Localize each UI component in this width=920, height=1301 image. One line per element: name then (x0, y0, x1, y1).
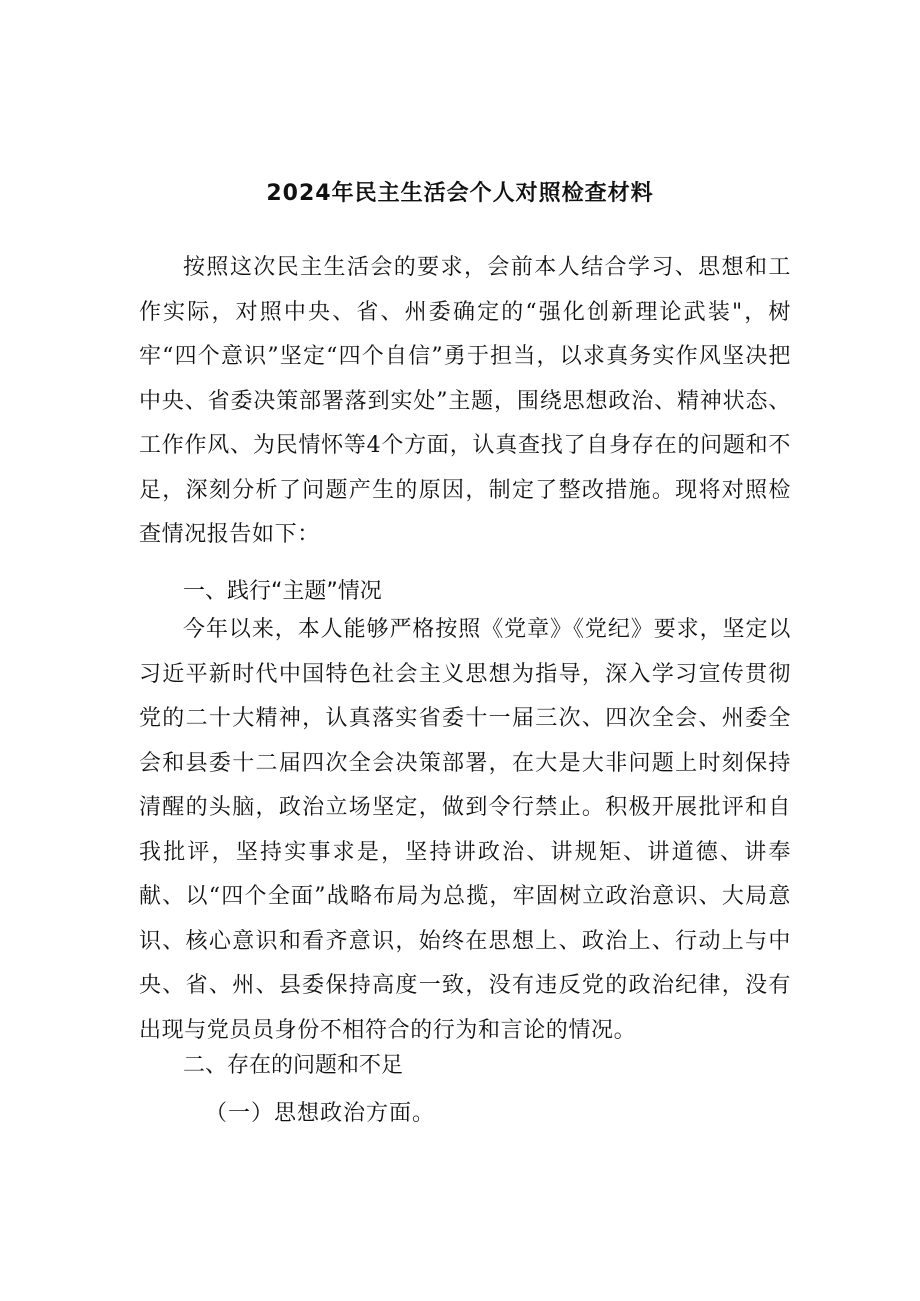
document-title: 2024年民主生活会个人对照检查材料 (266, 181, 654, 206)
section-1-paragraph: 今年以来，本人能够严格按照《党章》《党纪》要求，坚定以习近平新时代中国特色社会主义思想为指导，深入学习宣传贯彻党的二十大精神，认真落实省委十一届三次、四次全会、州委全会和县委十二届四次全会决策部署，在大是大非问题上时刻保持清醒的头脑，政治立场坚定，做到令行禁止。积极开展批评和自我批评，坚持实事求是，坚持讲政治、讲规矩、讲道德、讲奉献、以“四个全面”战略布局为总揽，牢固树立政治意识、大局意识、核心意识和看齐意识，始终在思想上、政治上、行动上与中央、省、州、县委保持高度一致，没有违反党的政治纪律，没有出现与党员员身份不相符合的行为和言论的情况。 (139, 617, 791, 1043)
section-2-heading: 二、存在的问题和不足 (183, 1053, 404, 1078)
intro-paragraph: 按照这次民主生活会的要求，会前本人结合学习、思想和工作实际，对照中央、省、州委确定的“强化创新理论武装"，树牢“四个意识”坚定“四个自信”勇于担当，以求真务实作风坚决把中央、省委决策部署落到实处”主题，围绕思想政治、精神状态、工作作风、为民情怀等4个方面，认真查找了自身存在的问题和不足，深刻分析了问题产生的原因，制定了整改措施。现将对照检查情况报告如下： (139, 255, 791, 547)
section-1-heading: 一、践行“主题”情况 (183, 579, 382, 604)
section-2-subheading-1: （一）思想政治方面。 (205, 1101, 436, 1126)
